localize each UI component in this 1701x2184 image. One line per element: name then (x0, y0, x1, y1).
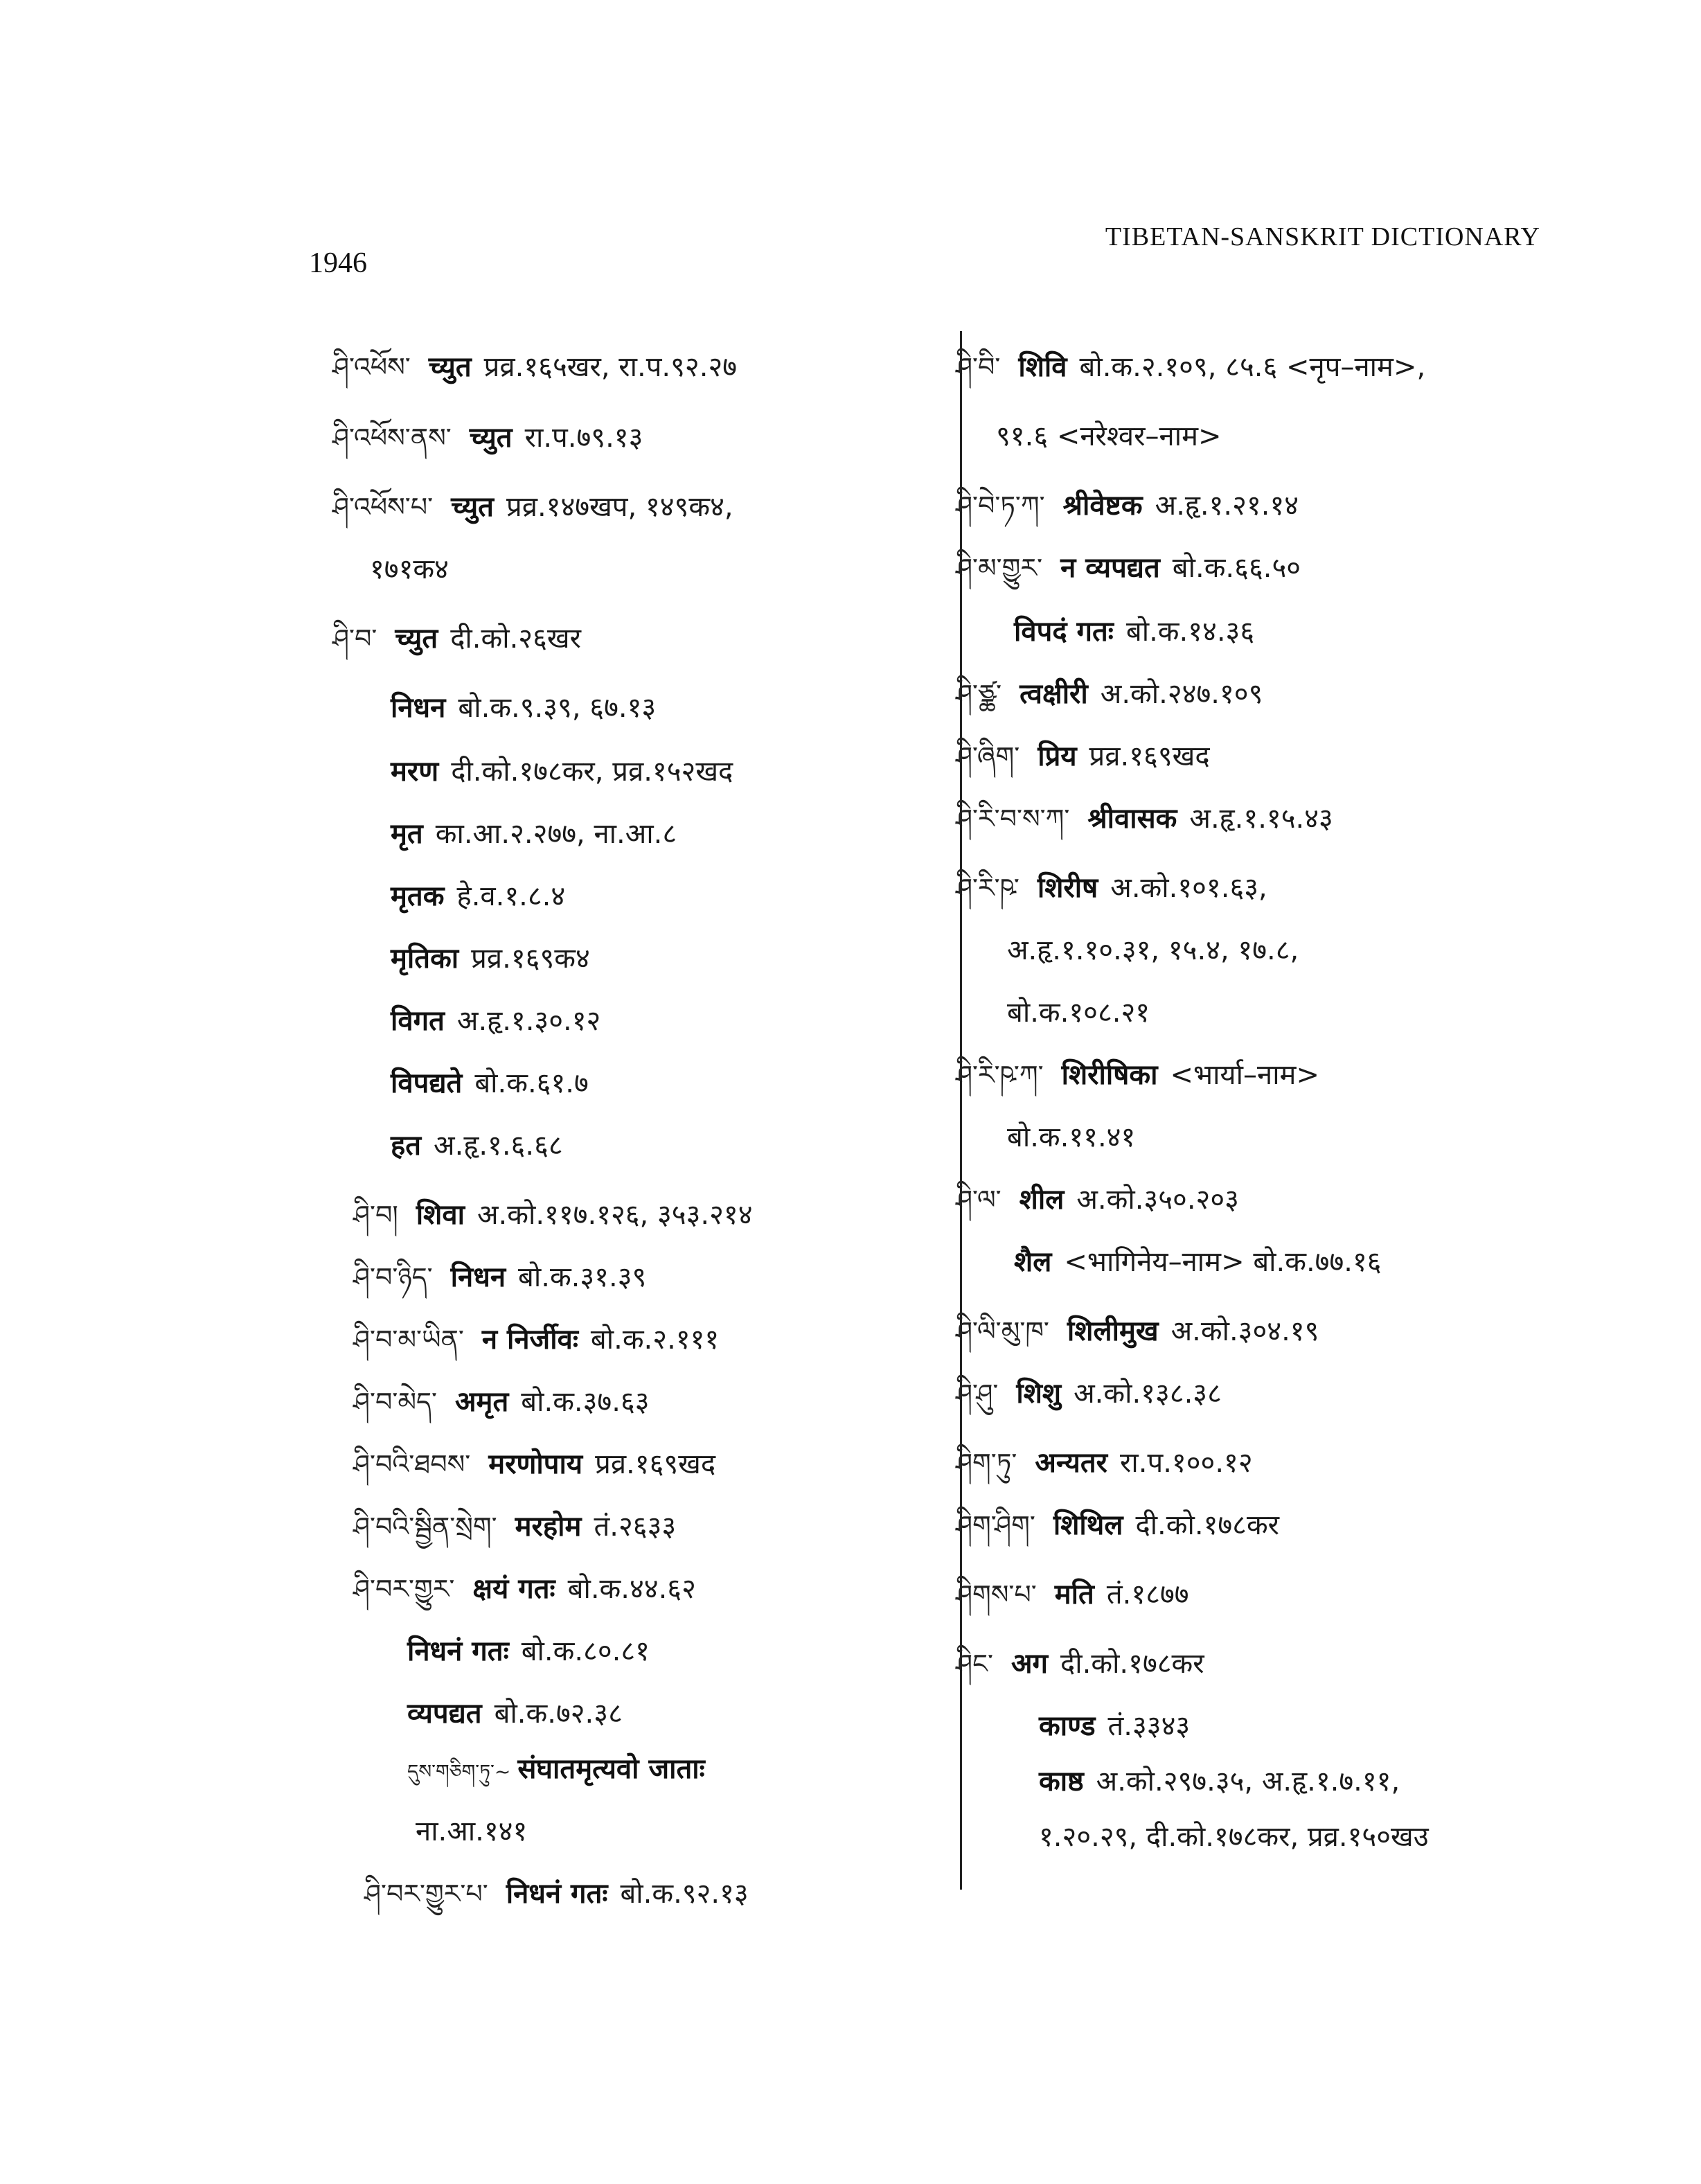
entry-line (956, 1574, 1189, 1615)
sanskrit-headword: च्युत (469, 422, 513, 454)
entry-line (332, 346, 737, 388)
sanskrit-headword: शिवि (1018, 351, 1067, 383)
sanskrit-headword: हत (391, 1130, 422, 1162)
tibetan-term: ཤི་བ་ཉིད་ (353, 1262, 433, 1293)
entry-line (1014, 611, 1254, 652)
source-reference: दी.को.२६खर (450, 623, 581, 655)
tibetan-term: ཤི་ཙྪ་ (956, 679, 1002, 709)
sanskrit-headword: अग (1010, 1648, 1049, 1680)
tibetan-term: ཤི་བི་ (956, 352, 1001, 382)
entry-line (956, 1373, 1222, 1414)
entry-line (391, 813, 677, 855)
tibetan-term: ཤིགས་པ་ (956, 1579, 1037, 1610)
entry-line (1039, 1761, 1400, 1802)
entry-line (332, 486, 733, 528)
entry-line (391, 1125, 563, 1166)
entry-line (353, 1319, 719, 1360)
entry-line (353, 1194, 753, 1236)
entry-line (956, 547, 1301, 589)
source-reference: बो.क.६१.७ (474, 1067, 589, 1099)
source-reference: बो.क.११.४१ (1007, 1121, 1136, 1153)
tibetan-term: ཤིག་ཤིག་ (956, 1510, 1035, 1541)
sanskrit-headword: निधन (450, 1261, 506, 1293)
entry-line (956, 798, 1333, 840)
sanskrit-headword: च्युत (428, 351, 472, 383)
sanskrit-headword: शिरीष (1037, 872, 1098, 904)
entry-line (353, 1257, 646, 1298)
source-reference: हे.व.१.८.४ (456, 880, 566, 912)
entry-line (956, 736, 1210, 777)
sanskrit-headword: च्युत (395, 623, 438, 655)
source-reference: दी.को.१७८कर, प्रव्र.१५२खद (451, 756, 733, 788)
source-reference: अ.को.३५०.२०३ (1076, 1184, 1239, 1216)
sanskrit-headword: श्रीवेष्टक (1062, 490, 1143, 522)
tibetan-term: ཤི་བ་ (332, 623, 377, 654)
source-reference: <भागिनेय–नाम> बो.क.७७.१६ (1064, 1246, 1382, 1278)
entry-line (956, 485, 1299, 526)
sanskrit-headword: श्रीवासक (1087, 803, 1177, 835)
source-reference: बो.क.३१.३९ (518, 1261, 647, 1293)
source-reference: अ.को.११७.१२६, ३५३.२१४ (477, 1199, 753, 1231)
entry-line (391, 687, 656, 729)
source-reference: अ.हृ.१.३०.१२ (456, 1005, 601, 1037)
source-reference: का.आ.२.२७७, ना.आ.८ (435, 818, 677, 850)
source-reference: बो.क.७२.३८ (494, 1698, 623, 1730)
entry-line (407, 1631, 650, 1672)
source-reference: अ.हृ.१.६.६८ (434, 1130, 563, 1162)
sanskrit-headword: शील (1019, 1184, 1065, 1216)
source-reference: प्रव्र.१६९क४ (471, 943, 590, 975)
sanskrit-headword: मरहोम (515, 1511, 582, 1543)
sanskrit-headword: न निर्जीवः (481, 1324, 578, 1356)
entry-line (407, 1748, 718, 1793)
source-reference: प्रव्र.१४७खप, १४९क४, (506, 491, 733, 523)
entry-line (391, 751, 733, 792)
tibetan-term: ཤི་བར་གྱུར་ (353, 1574, 455, 1604)
sanskrit-headword: प्रिय (1037, 740, 1077, 772)
source-reference: अ.हृ.१.१५.४३ (1189, 803, 1333, 835)
entry-line (956, 1054, 1319, 1096)
sanskrit-headword: व्यपद्यत (407, 1698, 482, 1730)
source-reference: अ.को.२४७.१०९ (1100, 678, 1263, 710)
entry-line (391, 938, 590, 979)
source-reference: बो.क.९.३९, ६७.१३ (458, 692, 657, 724)
source-reference: तं.३३४३ (1107, 1710, 1191, 1742)
tibetan-term: ཤི་བ། (353, 1200, 398, 1230)
source-reference: ९१.६ <नरेश्वर–नाम> (996, 420, 1222, 452)
sanskrit-headword: न व्यपद्यत (1060, 552, 1160, 584)
sanskrit-headword: काष्ठ (1039, 1766, 1084, 1797)
tibetan-term: ཤི་རི་ཥ་ཀ་ (956, 1060, 1044, 1090)
source-reference: अ.को.१०१.६३, (1110, 872, 1267, 904)
tibetan-term: ཤི་ལ་ (956, 1184, 1001, 1215)
source-reference: प्रव्र.१६९खद (595, 1448, 716, 1480)
sanskrit-headword: मृत (391, 818, 423, 850)
source-reference: प्रव्र.१६५खर, रा.प.९२.२७ (483, 351, 738, 383)
source-reference: अ.को.२९७.३५, अ.हृ.१.७.११, (1096, 1766, 1400, 1797)
sanskrit-headword: मति (1054, 1579, 1094, 1610)
running-title: TIBETAN-SANSKRIT DICTIONARY (1105, 222, 1540, 251)
tibetan-term: དུས་གཅིག་ཏུ་~ (407, 1760, 511, 1783)
sanskrit-headword: शिथिल (1053, 1509, 1123, 1541)
entry-line (407, 1693, 623, 1734)
sanskrit-headword: शिरीषिका (1061, 1059, 1158, 1091)
sanskrit-headword: मरण (391, 756, 439, 788)
tibetan-term: ཤི་བེ་ཏ་ཀ་ (956, 490, 1045, 521)
entry-line (956, 673, 1263, 715)
entry-line (353, 1381, 650, 1423)
sanskrit-headword: अन्यतर (1035, 1447, 1108, 1479)
sanskrit-headword: विगत (391, 1005, 445, 1037)
sanskrit-headword: शिलीमुख (1067, 1315, 1159, 1347)
sanskrit-headword: निधनं गतः (506, 1878, 608, 1910)
entry-line (391, 1000, 600, 1042)
sanskrit-headword: काण्ड (1039, 1710, 1096, 1742)
tibetan-term: ཤི་འཕོས་ (332, 352, 411, 382)
tibetan-term: ཤི་བ་མ་ཡིན་ (353, 1324, 464, 1355)
source-reference: बो.क.८०.८१ (521, 1635, 650, 1667)
sanskrit-headword: विपदं गतः (1014, 616, 1114, 648)
source-reference: <भार्या–नाम> (1170, 1059, 1319, 1091)
source-reference: तं.१८७७ (1106, 1579, 1189, 1610)
source-reference: १७१क४ (370, 553, 449, 585)
entry-line (956, 1442, 1253, 1484)
source-reference: अ.हृ.१.२१.१४ (1155, 490, 1299, 522)
source-reference: तं.२६३३ (594, 1511, 677, 1543)
tibetan-term: ཤི་བའི་སྦྱིན་སྲེག་ (353, 1511, 497, 1542)
tibetan-term: ཤི་རི་བ་ས་ཀ་ (956, 804, 1070, 834)
tibetan-term: ཤི་རི་ཥ་ (956, 873, 1019, 903)
sanskrit-headword: च्युत (451, 491, 494, 523)
source-reference: अ.को.१३८.३८ (1074, 1378, 1222, 1410)
entry-line (391, 876, 565, 917)
entry-line (1039, 1705, 1190, 1747)
sanskrit-headword: मरणोपाय (488, 1448, 583, 1480)
sanskrit-headword: शैल (1014, 1246, 1052, 1278)
sanskrit-headword: अमृत (455, 1386, 509, 1418)
source-reference: प्रव्र.१६९खद (1089, 740, 1210, 772)
entry-line (370, 549, 449, 590)
entry-line (1014, 1241, 1382, 1283)
tibetan-term: ཤིག་ཏུ་ (956, 1448, 1017, 1478)
source-reference: बो.क.२.१११ (590, 1324, 720, 1356)
sanskrit-headword: निधनं गतः (407, 1635, 509, 1667)
source-reference: बो.क.४४.६२ (567, 1573, 696, 1605)
sanskrit-headword: क्षयं गतः (472, 1573, 555, 1605)
source-reference: बो.क.२.१०९, ८५.६ <नृप–नाम>, (1079, 351, 1426, 383)
source-reference: दी.को.१७८कर (1060, 1648, 1204, 1680)
entry-line (353, 1506, 676, 1547)
tibetan-term: ཤི་འཕོས་ནས་ (332, 423, 452, 453)
sanskrit-headword: शिवा (416, 1199, 465, 1231)
entry-line (364, 1873, 749, 1915)
entry-line (1007, 1117, 1135, 1158)
entry-line (956, 1311, 1319, 1352)
source-reference: बो.क.१४.३६ (1125, 616, 1255, 648)
entry-line (956, 346, 1425, 388)
tibetan-term: ཤི་ཤུ་ (956, 1378, 999, 1409)
source-reference: दी.को.१७८कर (1135, 1509, 1280, 1541)
entry-line (353, 1444, 715, 1485)
sanskrit-headword: संघातमृत्यवो जाताः (517, 1753, 705, 1785)
source-reference: अ.को.३०४.१९ (1170, 1315, 1319, 1347)
tibetan-term: ཤི་ལི་མུ་ཁ་ (956, 1316, 1049, 1347)
entry-line (353, 1568, 696, 1610)
tibetan-term: ཤིང་ (956, 1649, 993, 1679)
tibetan-term: ཤི་འཕོས་པ་ (332, 492, 434, 522)
page-number: 1946 (309, 247, 367, 279)
source-reference: बो.क.९२.१३ (620, 1878, 749, 1910)
entry-line (956, 1504, 1279, 1546)
entry-line (1007, 930, 1299, 971)
entry-line (996, 416, 1222, 457)
sanskrit-headword: त्वक्षीरी (1019, 678, 1088, 710)
sanskrit-headword: विपद्यते (391, 1067, 463, 1099)
tibetan-term: ཤི་མ་གྱུར་ (956, 553, 1043, 583)
entry-line (1007, 992, 1150, 1033)
entry-line (956, 867, 1267, 909)
source-reference: रा.प.१००.१२ (1120, 1447, 1253, 1479)
sanskrit-headword: मृतिका (391, 943, 459, 975)
entry-line (956, 1643, 1204, 1685)
tibetan-term: ཤི་བའི་ཐབས་ (353, 1449, 471, 1480)
entry-line (1039, 1816, 1429, 1858)
entry-line (391, 1063, 589, 1104)
tibetan-term: ཤི་ཞིག་ (956, 741, 1020, 772)
entry-line (332, 417, 643, 459)
tibetan-term: ཤི་བར་གྱུར་པ་ (364, 1879, 488, 1909)
source-reference: १.२०.२९, दी.को.१७८कर, प्रव्र.१५०खउ (1039, 1821, 1429, 1853)
sanskrit-headword: मृतक (391, 880, 445, 912)
sanskrit-headword: निधन (391, 692, 446, 724)
entry-line (956, 1179, 1239, 1220)
tibetan-term: ཤི་བ་མེད་ (353, 1387, 437, 1417)
source-reference: अ.हृ.१.१०.३१, १५.४, १७.८, (1007, 934, 1299, 966)
source-reference: बो.क.६६.५० (1172, 552, 1301, 584)
sanskrit-headword: शिशु (1016, 1378, 1062, 1410)
source-reference: बो.क.१०८.२१ (1007, 997, 1150, 1029)
entry-line (416, 1811, 527, 1852)
entry-line (332, 618, 581, 659)
source-reference: ना.आ.१४१ (416, 1815, 528, 1847)
source-reference: रा.प.७९.१३ (524, 422, 643, 454)
source-reference: बो.क.३७.६३ (521, 1386, 650, 1418)
